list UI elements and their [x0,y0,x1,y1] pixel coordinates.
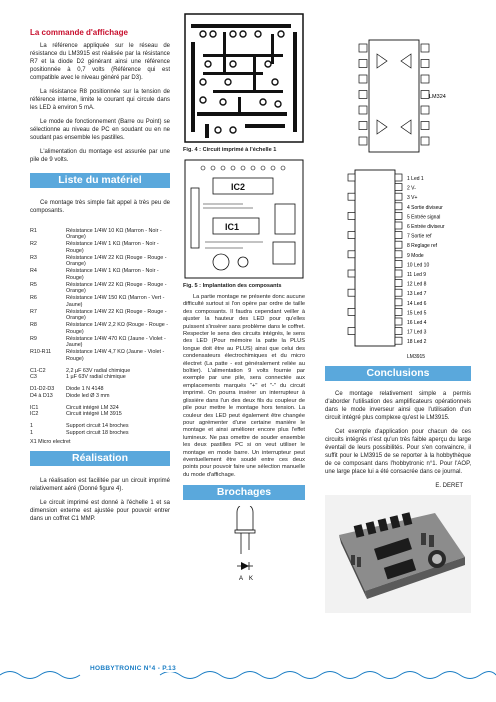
pin-label: 11 Led 9 [407,272,427,278]
parts-micro: X1 Micro electret [30,438,71,445]
ic-pin [348,232,355,239]
section-title-conclusions: Conclusions [325,366,471,381]
part-desc: Résistance 1/4W 1 KΩ (Marron - Noir - Rouge) [66,241,159,254]
ic-pin [348,193,355,200]
ic-pin [359,122,367,130]
ic-pin [395,222,402,229]
anode-mark: A [239,576,244,583]
ic2-label: IC2 [231,182,246,192]
section-title-realisation: Réalisation [30,451,170,466]
pin-label: 4 Sortie diviseur [407,204,443,211]
pin-label: 15 Led 5 [407,310,427,317]
ic-pin [395,174,402,181]
footer-page-label: HOBBYTRONIC N°4 - P.13 [86,665,180,672]
part-desc: Résistance 1/4W 10 KΩ (Marron - Noir - Orange) [66,227,162,241]
paragraph: Ce montage très simple fait appel à très peu de composants. [30,199,170,214]
section-title-liste-materiel: Liste du matériel [30,173,170,188]
part-desc: Résistance 1/4W 470 KΩ (Jaune - Violet - Jaune) [66,335,166,349]
parts-row [30,430,170,437]
ic-pin [421,106,429,114]
paragraph: La réalisation est facilitée par un circuit imprimé relativement aéré (Donné figure 4). [30,478,170,493]
pin-label: 9 Mode [407,252,424,259]
paragraph: Cet exemple d'application pour chacun de ces circuits intégrés n'est qu'un très faible aperçu du large éventail de leurs possibilités. Pour s'en convaincre, il suffit pour le LM3915 de se reporter à la hobbythèque de ce composant dans l'hobbytronic n°1. Pour l'AOP, une large place lui a été consacrée dans ce journal. [325,428,471,475]
ic-pin [395,260,402,267]
parts-row [30,393,170,400]
lm324-pinout [325,36,471,156]
figure-caption: Fig. 5 : Implantation des composants [183,283,282,289]
pin-label: 3 V+ [407,195,418,202]
parts-row [30,411,170,418]
parts-row [30,336,170,350]
part-desc: Résistance 1/4W 22 KΩ (Rouge - Rouge - Orange) [66,254,167,268]
column-right [325,0,471,613]
parts-list [30,228,170,446]
paragraph: La partie montage ne présente donc aucune difficulté surtout si l'on opère par ordre de taille des composants. Il faudra cependant veiller à ajuster la hauteur des LED pour qu'elles puissent s'insérer sans problème dans le coffret. Respecter le sens des circuits intégrés, le sens des LED (Pour mémoire la patte la PLUS longue doit être au PLUS) ainsi que celui des condensateurs électrochimiques et du micro électret (La patte - est généralement reliée au boîtier). L'alimentation 9 volts fournie par exemple par une pile, sera connectée aux emplacements marqués "+" et "-" du circuit imprimé. On pourra insérer un interrupteur à glissière dans l'un des deux fils du coupleur de pile pour mettre le montage hors tension. La couleur des LED peut également être changée pour agrémenter d'une certaine manière le montage et ainsi améliorer encore plus l'effet lumineux. Ne pas omettre de souder ensemble les deux pastilles PC si on veut utiliser le montage en mode barre. Un interrupteur peut éventuellement être soudé entre ces deux points pour pouvoir faire une sélection manuelle du mode d'affichage. [183,294,305,478]
lm324-label: LM324 [429,94,446,100]
part-desc: Diode 1 N 4148 [66,386,104,393]
part-desc: Diode led Ø 3 mm [66,392,110,399]
ic-pin [359,60,367,68]
ic-pin [359,75,367,83]
parts-row [30,322,170,336]
ic-pin [421,91,429,99]
column-middle [183,0,305,584]
board-photo [325,495,471,613]
part-desc: Résistance 1/4W 1 KΩ (Marron - Noir - Rouge) [66,268,159,281]
part-ref: 1 [30,423,33,430]
parts-row [30,423,170,430]
ic-pin [395,337,402,344]
pin-label: 2 V- [407,185,416,192]
parts-row [30,349,170,363]
ic-pin [348,328,355,335]
ic-pin [395,241,402,248]
lm3915-pinout [325,166,471,366]
ic-pin [395,308,402,315]
heading-commande-affichage: La commande d'affichage [30,28,128,37]
parts-row [30,386,170,393]
ic-pin [395,184,402,191]
part-desc: 1 µF 63V radial chimique [66,374,126,381]
part-desc: Résistance 1/4W 22 KΩ (Rouge - Rouge - Orange) [66,308,167,322]
part-desc: 2,2 µF 63V radial chimique [66,367,131,374]
parts-row [30,228,170,242]
ic-pin [348,174,355,181]
paragraph: La résistance R8 positionnée sur la tension de référence interne, limite le courant qui circule dans les LED à environ 5 mA. [30,88,170,111]
part-desc: Circuit intégré LM 3915 [66,411,122,418]
pin-label: 7 Sortie ref [407,233,432,240]
ic-pin [348,270,355,277]
pin-label: 6 Entrée diviseur [407,224,445,230]
part-ref: R4 [30,268,37,275]
ic-pin [395,280,402,287]
part-ref: C1-C2 [30,367,46,374]
ic-pin [395,299,402,306]
ic-pin [395,203,402,210]
part-desc: Résistance 1/4W 150 KΩ (Marron - Vert - Jaune) [66,295,165,308]
pin-label: 10 Led 10 [407,262,430,269]
ic-pin [348,251,355,258]
ic-pin [359,137,367,145]
ic-pin [348,212,355,219]
pin-label: 12 Led 8 [407,281,427,288]
pin-label: 18 Led 2 [407,339,427,346]
part-desc: Circuit intégré LM 324 [66,404,119,411]
component-layout-figure [183,158,305,280]
pin-label: 1 Led 1 [407,176,424,182]
parts-row [30,282,170,296]
pin-label: 5 Entrée signal [407,214,441,221]
figure-caption: Fig. 4 : Circuit imprimé à l'échelle 1 [183,147,277,153]
column-left [30,0,170,530]
part-ref: R6 [30,295,37,302]
parts-row [30,255,170,269]
ic-pin [348,308,355,315]
section-title-brochages: Brochages [183,485,305,500]
ic-pin [421,44,429,52]
part-desc: Résistance 1/4W 2,2 KΩ (Rouge - Rouge - Rouge) [66,322,169,335]
ic-pin [421,75,429,83]
ic-pin [395,270,402,277]
ic-pin [395,212,402,219]
part-ref: R8 [30,322,37,329]
part-ref: R10-R11 [30,349,52,356]
part-ref: R5 [30,281,37,288]
paragraph: L'alimentation du montage est assurée par une pile de 9 volts. [30,148,170,163]
parts-row [30,268,170,282]
part-ref: R3 [30,254,37,261]
ic-pin [421,60,429,68]
ic-pin [359,106,367,114]
ic-pin [395,318,402,325]
part-ref: R1 [30,227,37,234]
cathode-mark: K [249,576,254,583]
parts-row [30,374,170,381]
part-ref: 1 [30,429,33,436]
ic1-label: IC1 [225,222,240,232]
paragraph: Le mode de fonctionnement (Barre ou Point) se sélectionne au niveau de PC en soudant ou en ne soudant pas ensemble les pastilles. [30,118,170,141]
pin-label: 17 Led 3 [407,329,427,336]
part-ref: D1-D2-D3 [30,386,55,393]
ic-pin [421,137,429,145]
ic-pin [395,289,402,296]
parts-row [30,405,170,412]
parts-row [30,368,170,375]
ic-pin [348,289,355,296]
ic-pin [359,91,367,99]
ic-pin [395,328,402,335]
ic-pin [395,232,402,239]
part-ref: IC1 [30,404,39,411]
part-ref: R2 [30,241,37,248]
part-desc: Support circuit 18 broches [66,429,129,436]
part-desc: Résistance 1/4W 4,7 KΩ (Jaune - Violet - Rouge) [66,349,165,362]
pcb-circuit-figure [183,12,305,144]
ic-pin [421,122,429,130]
author: E. DERET [435,482,463,489]
part-ref: R7 [30,308,37,315]
part-ref: R9 [30,335,37,342]
ic-pin [395,251,402,258]
part-desc: Résistance 1/4W 22 KΩ (Rouge - Rouge - Orange) [66,281,167,295]
led-pinout-drawing [183,506,305,584]
footer-wave [0,668,496,682]
part-ref: IC2 [30,411,39,418]
paragraph: La référence appliquée sur le réseau de résistance du LM3915 est réalisée par la résistance R7 et la diode D2 générant ainsi une référence positionnée à 0,7 volts (Référence qui est compatible avec le niveau généré par D3). [30,43,170,81]
pin-label: 14 Led 6 [407,300,427,307]
pin-label: 13 Led 7 [407,291,427,298]
pin-label: 8 Reglage ref [407,243,438,250]
parts-row [30,295,170,309]
ic-pin [359,44,367,52]
part-desc: Support circuit 14 broches [66,423,129,430]
paragraph: Ce montage relativement simple a permis d'aborder l'utilisation des amplificateurs opérationnels dans le mode inverseur ainsi que l'utilisation d'un circuit intégré plus complexe qu'est le LM3915. [325,391,471,421]
part-ref: D4 à D13 [30,392,53,399]
part-ref: C3 [30,374,37,381]
ic-pin [395,193,402,200]
pin-label: 16 Led 4 [407,320,427,326]
parts-row [30,309,170,323]
lm3915-label: LM3915 [407,354,426,360]
parts-row [30,241,170,255]
paragraph: Le circuit imprimé est donné à l'échelle 1 et sa dimension externe est ajustée pour pouvoir entrer dans un coffret C1 MMP. [30,500,170,523]
